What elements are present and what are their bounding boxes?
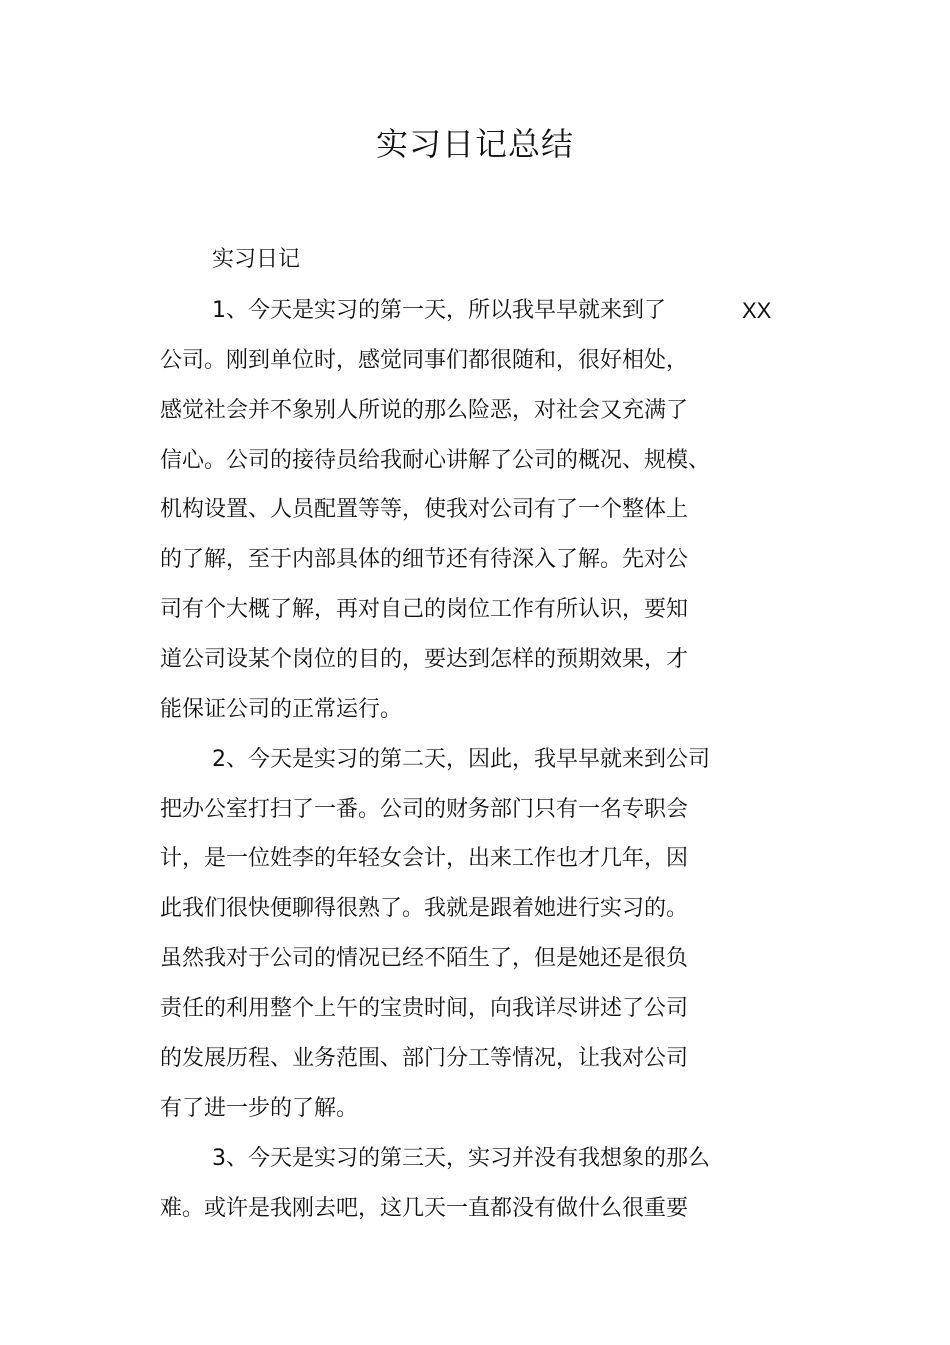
text-line: 信心。公司的接待员给我耐心讲解了公司的概况、规模、 [160,448,711,473]
text-line: 公司。刚到单位时，感觉同事们都很随和，很好相处， [160,348,689,373]
text-line: 1、今天是实习的第一天，所以我早早就来到了 [212,298,666,323]
text-line: 此我们很快便聊得很熟了。我就是跟着她进行实习的。 [160,896,689,921]
text-line: 感觉社会并不象别人所说的那么险恶，对社会又充满了 [160,398,689,423]
text-line: 2、今天是实习的第二天，因此，我早早就来到公司 [212,747,710,772]
diary-heading: 实习日记 [212,247,301,272]
text-line: 道公司设某个岗位的目的，要达到怎样的预期效果，才 [160,647,689,672]
text-line: 的发展历程、业务范围、部门分工等情况，让我对公司 [160,1046,689,1071]
company-placeholder: XX [742,298,772,323]
text-line: 3、今天是实习的第三天，实习并没有我想象的那么 [212,1146,710,1171]
text-line: 的了解，至于内部具体的细节还有待深入了解。先对公 [160,547,689,572]
text-line: 司有个大概了解，再对自己的岗位工作有所认识，要知 [160,597,689,622]
text-line: 责任的利用整个上午的宝贵时间，向我详尽讲述了公司 [160,996,689,1021]
text-line: 计，是一位姓李的年轻女会计，出来工作也才几年，因 [160,846,689,871]
text-line: 把办公室打扫了一番。公司的财务部门只有一名专职会 [160,797,689,822]
document-title: 实习日记总结 [375,125,574,163]
text-line: 能保证公司的正常运行。 [160,697,403,722]
text-line: 机构设置、人员配置等等，使我对公司有了一个整体上 [160,497,689,522]
text-line: 有了进一步的了解。 [160,1096,359,1121]
text-line: 难。或许是我刚去吧，这几天一直都没有做什么很重要 [160,1196,689,1221]
text-line: 虽然我对于公司的情况已经不陌生了，但是她还是很负 [160,946,689,971]
